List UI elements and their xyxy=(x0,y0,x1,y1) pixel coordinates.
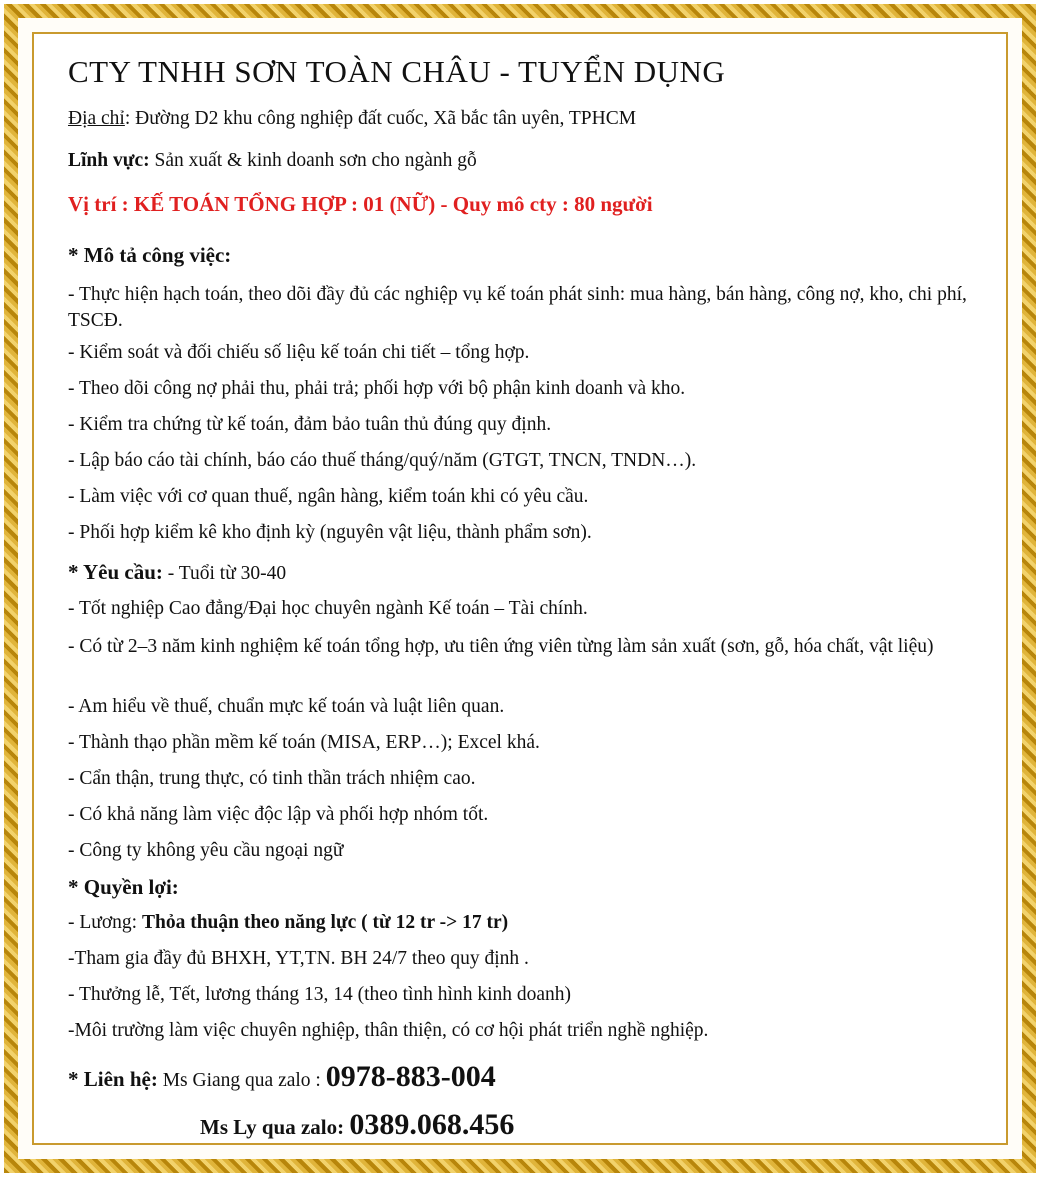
job-desc-item: - Làm việc với cơ quan thuế, ngân hàng, kiểm toán khi có yêu cầu. xyxy=(68,486,589,507)
salary-line xyxy=(68,912,508,934)
salary-label: - Lương: xyxy=(68,912,142,933)
job-desc-item: - Kiểm soát và đối chiếu số liệu kế toán chi tiết – tổng hợp. xyxy=(68,342,530,363)
requirement-item: - Cẩn thận, trung thực, có tinh thần trách nhiệm cao. xyxy=(68,768,476,789)
field-label: Lĩnh vực: xyxy=(68,150,150,171)
contact-name-1: Ms Giang qua zalo : xyxy=(157,1070,326,1091)
benefit-item: -Môi trường làm việc chuyên nghiệp, thân thiện, có cơ hội phát triển nghề nghiệp. xyxy=(68,1020,709,1041)
job-desc-item: - Phối hợp kiểm kê kho định kỳ (nguyên vật liệu, thành phẩm sơn). xyxy=(68,522,592,543)
job-desc-item: - Theo dõi công nợ phải thu, phải trả; phối hợp với bộ phận kinh doanh và kho. xyxy=(68,378,686,399)
contact-line-2 xyxy=(200,1108,514,1142)
benefit-item: - Thưởng lễ, Tết, lương tháng 13, 14 (theo tình hình kinh doanh) xyxy=(68,984,572,1005)
requirement-item: - Công ty không yêu cầu ngoại ngữ xyxy=(68,840,344,861)
job-desc-item: - Thực hiện hạch toán, theo dõi đầy đủ các nghiệp vụ kế toán phát sinh: mua hàng, bán hàng, công nợ, kho, chi phí, TSCĐ. xyxy=(68,284,967,331)
requirement-item: - Thành thạo phần mềm kế toán (MISA, ERP…); Excel khá. xyxy=(68,732,540,753)
job-desc-item: - Kiểm tra chứng từ kế toán, đảm bảo tuân thủ đúng quy định. xyxy=(68,414,552,435)
job-desc-item: - Lập báo cáo tài chính, báo cáo thuế tháng/quý/năm (GTGT, TNCN, TNDN…). xyxy=(68,450,697,471)
position-line: Vị trí : KẾ TOÁN TỔNG HỢP : 01 (NỮ) - Quy mô cty : 80 người xyxy=(68,192,653,216)
phone-number-2: 0389.068.456 xyxy=(349,1108,515,1141)
field-line xyxy=(68,150,477,172)
address-label: Địa chỉ xyxy=(68,108,125,129)
field-value: Sản xuất & kinh doanh sơn cho ngành gỗ xyxy=(149,150,477,171)
requirement-item: - Có khả năng làm việc độc lập và phối hợp nhóm tốt. xyxy=(68,804,489,825)
job-desc-heading: * Mô tả công việc: xyxy=(68,243,232,267)
requirements-line xyxy=(68,560,286,585)
requirement-item: - Tốt nghiệp Cao đẳng/Đại học chuyên ngành Kế toán – Tài chính. xyxy=(68,598,588,619)
address-line xyxy=(68,108,636,130)
contact-heading: * Liên hệ: xyxy=(68,1067,158,1091)
phone-number-1: 0978-883-004 xyxy=(325,1060,496,1093)
salary-value: Thỏa thuận theo năng lực ( từ 12 tr -> 17 tr) xyxy=(141,912,509,933)
requirements-heading: * Yêu cầu: xyxy=(68,560,163,584)
benefits-heading: * Quyền lợi: xyxy=(68,875,179,899)
page-title: CTY TNHH SƠN TOÀN CHÂU - TUYỂN DỤNG xyxy=(68,54,726,89)
contact-name-2: Ms Ly qua zalo: xyxy=(200,1115,350,1139)
requirement-item: - Có từ 2–3 năm kinh nghiệm kế toán tổng hợp, ưu tiên ứng viên từng làm sản xuất (sơn, gỗ, hóa chất, vật liệu) xyxy=(68,636,934,657)
address-value: : Đường D2 khu công nghiệp đất cuốc, Xã bắc tân uyên, TPHCM xyxy=(124,108,637,129)
requirements-age: - Tuổi từ 30-40 xyxy=(162,563,287,584)
contact-line-1 xyxy=(68,1060,496,1094)
benefit-item: -Tham gia đầy đủ BHXH, YT,TN. BH 24/7 theo quy định . xyxy=(68,948,529,969)
requirement-item: - Am hiểu về thuế, chuẩn mực kế toán và luật liên quan. xyxy=(68,696,505,717)
